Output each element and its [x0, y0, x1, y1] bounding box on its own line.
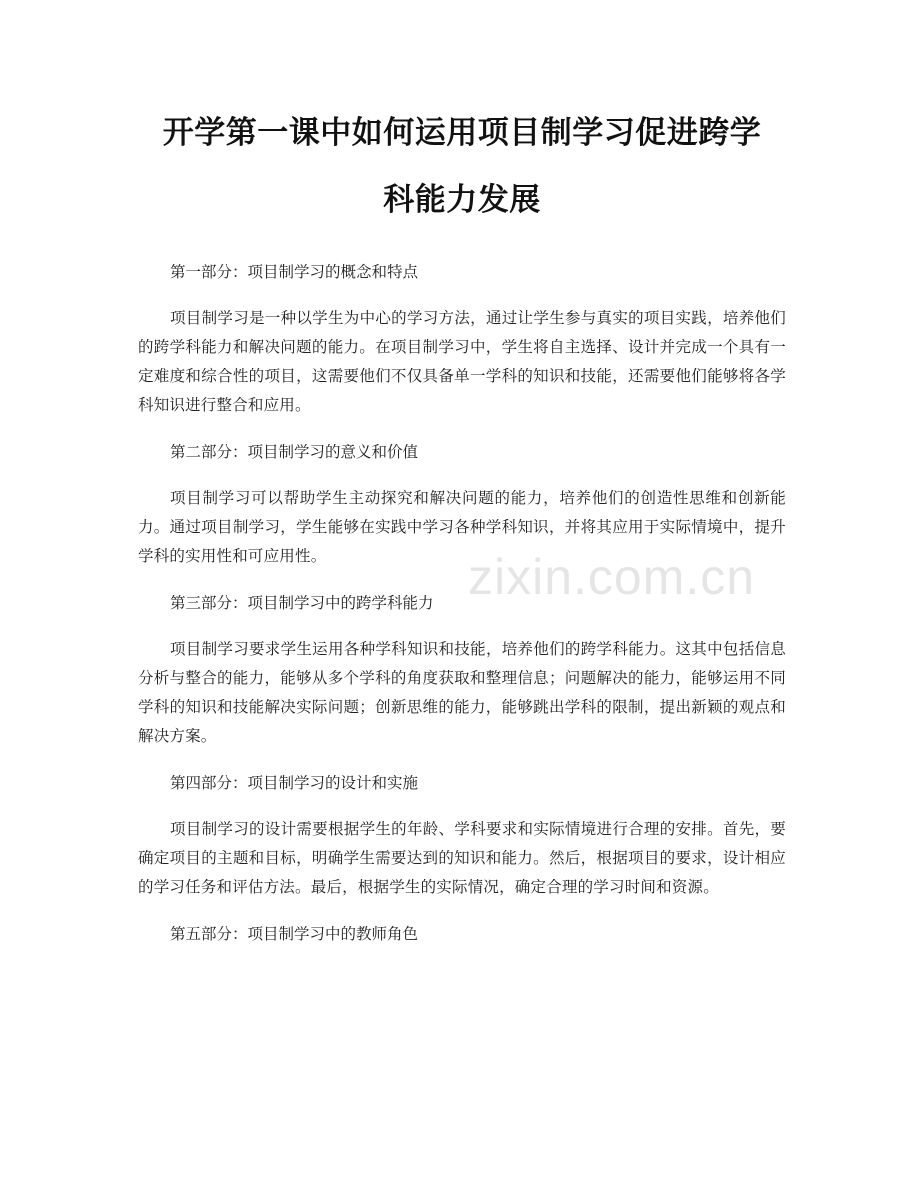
section-heading-5: 第五部分：项目制学习中的教师角色 [170, 925, 419, 943]
section-heading-2: 第二部分：项目制学习的意义和价值 [170, 443, 419, 461]
title-line-2: 科能力发展 [383, 182, 541, 218]
title-line-1: 开学第一课中如何运用项目制学习促进跨学 [162, 115, 762, 151]
watermark: zixin.com.cn [468, 549, 756, 605]
section-paragraph-1: 项目制学习是一种以学生为中心的学习方法，通过让学生参与真实的项目实践，培养他们的跨学科能力和解决问题的能力。在项目制学习中，学生将自主选择、设计并完成一个具有一定难度和综合性的项目，这需要他们不仅具备单一学科的知识和技能，还需要他们能够将各学科知识进行整合和应用。 [138, 309, 786, 414]
section-heading-3: 第三部分：项目制学习中的跨学科能力 [170, 594, 434, 612]
document-title [138, 100, 786, 234]
section-paragraph-3: 项目制学习要求学生运用各种学科知识和技能，培养他们的跨学科能力。这其中包括信息分析与整合的能力，能够从多个学科的角度获取和整理信息；问题解决的能力，能够运用不同学科的知识和技能解决实际问题；创新思维的能力，能够跳出学科的限制，提出新颖的观点和解决方案。 [138, 640, 786, 745]
section-paragraph-2: 项目制学习可以帮助学生主动探究和解决问题的能力，培养他们的创造性思维和创新能力。通过项目制学习，学生能够在实践中学习各种学科知识，并将其应用于实际情境中，提升学科的实用性和可应用性。 [138, 489, 786, 565]
section-paragraph-4: 项目制学习的设计需要根据学生的年龄、学科要求和实际情境进行合理的安排。首先，要确定项目的主题和目标，明确学生需要达到的知识和能力。然后，根据项目的要求，设计相应的学习任务和评估方法。最后，根据学生的实际情况，确定合理的学习时间和资源。 [138, 820, 786, 896]
section-heading-1: 第一部分：项目制学习的概念和特点 [170, 263, 419, 281]
document-body [138, 258, 786, 948]
section-heading-4: 第四部分：项目制学习的设计和实施 [170, 774, 419, 792]
